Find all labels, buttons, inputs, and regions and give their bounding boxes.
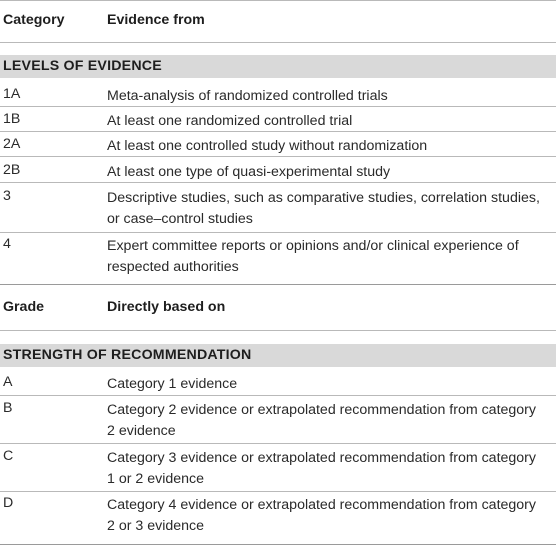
- section-title-strength: STRENGTH OF RECOMMENDATION: [3, 347, 252, 363]
- row-rule: [0, 232, 556, 233]
- row-text: Category 1 evidence: [107, 376, 238, 392]
- row-key: A: [3, 374, 13, 390]
- row-text: Category 3 evidence or extrapolated recommendation from category 1 or 2 evidence: [107, 450, 537, 487]
- table-header-row: [0, 0, 556, 42]
- row-key: 2B: [3, 162, 21, 178]
- row-text: Expert committee reports or opinions and/or clinical experience of respected authorities: [107, 238, 519, 275]
- row-text: At least one type of quasi-experimental study: [107, 164, 391, 180]
- row-rule: [0, 491, 556, 492]
- row-rule: [0, 443, 556, 444]
- row-key: D: [3, 495, 14, 511]
- row-key: 1A: [3, 86, 21, 102]
- row-text: At least one randomized controlled trial: [107, 113, 353, 129]
- row-rule: [0, 182, 556, 183]
- header-rule-2: [0, 330, 556, 331]
- header-category: Category: [3, 12, 65, 28]
- header-evidence-from: Evidence from: [107, 12, 205, 28]
- header-grade: Grade: [3, 299, 45, 315]
- section-band-levels: [0, 55, 556, 78]
- table-header-row-2: [0, 287, 556, 329]
- section-band-strength: [0, 344, 556, 367]
- row-rule: [0, 395, 556, 396]
- row-text: At least one controlled study without randomization: [107, 138, 428, 154]
- section-title-levels: LEVELS OF EVIDENCE: [3, 58, 162, 74]
- row-text: Category 4 evidence or extrapolated recommendation from category 2 or 3 evidence: [107, 497, 537, 534]
- row-key: B: [3, 400, 13, 416]
- row-rule: [0, 156, 556, 157]
- row-rule: [0, 106, 556, 107]
- bottom-rule: [0, 544, 556, 545]
- header-directly-based-on: Directly based on: [107, 299, 226, 315]
- row-key: 3: [3, 188, 11, 204]
- row-key: 4: [3, 236, 11, 252]
- header-rule: [0, 42, 556, 43]
- row-key: 1B: [3, 111, 21, 127]
- row-text: Descriptive studies, such as comparative studies, correlation studies, or case–control studies: [107, 190, 540, 227]
- row-text: Category 2 evidence or extrapolated recommendation from category 2 evidence: [107, 402, 537, 439]
- section-rule: [0, 284, 556, 285]
- row-key: C: [3, 448, 14, 464]
- row-key: 2A: [3, 136, 21, 152]
- row-rule: [0, 131, 556, 132]
- row-text: Meta-analysis of randomized controlled trials: [107, 88, 388, 104]
